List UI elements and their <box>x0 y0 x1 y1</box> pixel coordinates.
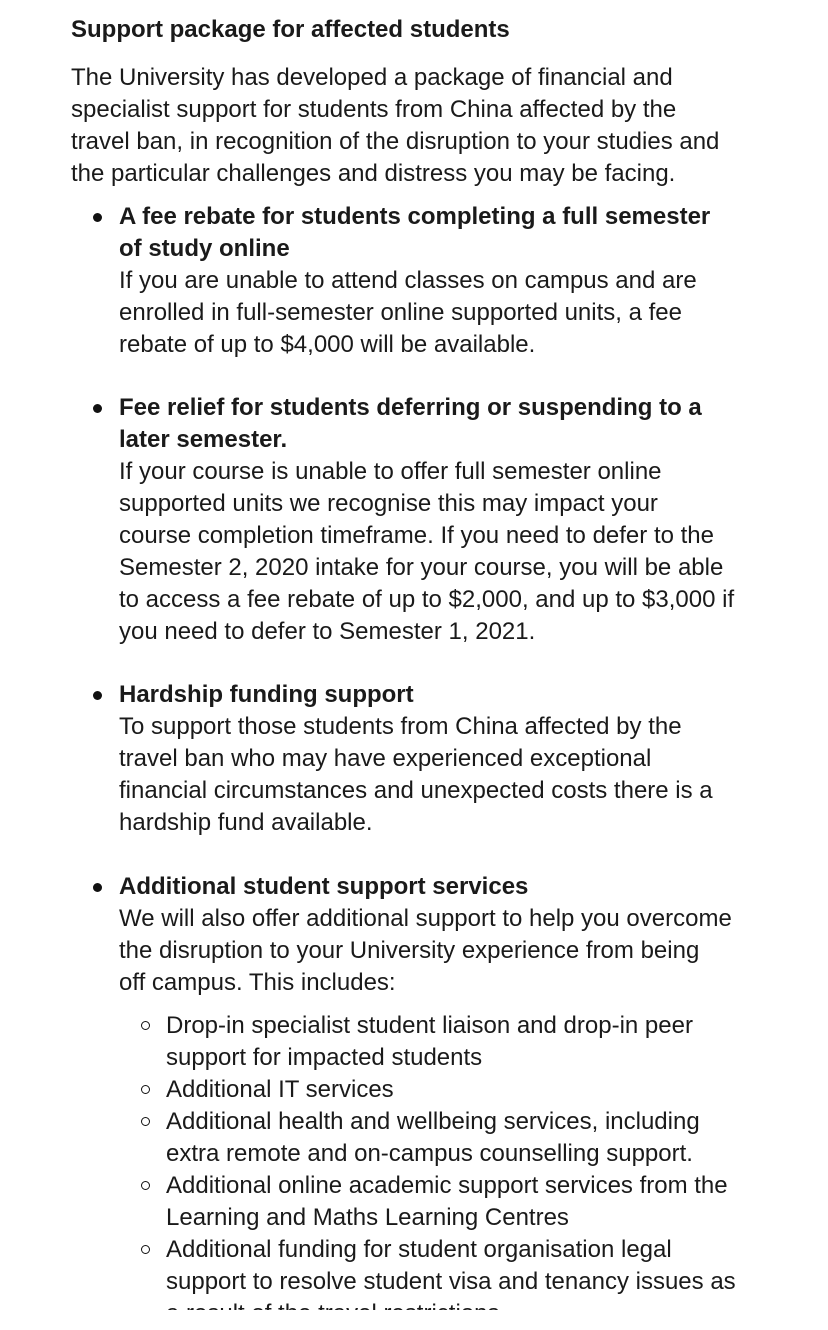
sub-item-line: Additional health and wellbeing services, including <box>166 1108 700 1135</box>
sub-item-line: Additional online academic support services from the <box>166 1172 728 1199</box>
list-item-support-services <box>119 871 809 999</box>
intro-line: travel ban, in recognition of the disruption to your studies and <box>71 128 720 155</box>
item-body-line: Semester 2, 2020 intake for your course, you will be able <box>119 554 724 581</box>
sub-item-line: Drop-in specialist student liaison and drop-in peer <box>166 1012 693 1039</box>
bullet-icon <box>93 404 102 413</box>
item-body-line: hardship fund available. <box>119 809 373 836</box>
item-body-line: If you are unable to attend classes on campus and are <box>119 267 697 294</box>
page-title: Support package for affected students <box>71 16 510 43</box>
circle-bullet-icon <box>141 1021 150 1030</box>
bullet-icon <box>93 691 102 700</box>
item-body-line: financial circumstances and unexpected costs there is a <box>119 777 713 804</box>
item-title: Fee relief for students deferring or suspending to a <box>119 394 702 421</box>
item-body-line: enrolled in full-semester online supported units, a fee <box>119 299 682 326</box>
sub-item-line: support to resolve student visa and tenancy issues as <box>166 1268 736 1295</box>
item-body-line: travel ban who may have experienced exceptional <box>119 745 652 772</box>
list-item-fee-rebate <box>119 201 809 361</box>
item-title: later semester. <box>119 426 288 453</box>
item-body-line: supported units we recognise this may impact your <box>119 490 658 517</box>
item-body-line: off campus. This includes: <box>119 969 396 996</box>
sub-list-item-it <box>166 1074 806 1106</box>
sub-item-line: Additional IT services <box>166 1076 394 1103</box>
item-body-line: course completion timeframe. If you need to defer to the <box>119 522 714 549</box>
item-body-line: to access a fee rebate of up to $2,000, and up to $3,000 if <box>119 586 735 613</box>
item-body-line: To support those students from China affected by the <box>119 713 682 740</box>
sub-item-line: extra remote and on-campus counselling support. <box>166 1140 693 1167</box>
bullet-icon <box>93 213 102 222</box>
intro-line: specialist support for students from China affected by the <box>71 96 677 123</box>
list-item-hardship-funding <box>119 679 809 839</box>
list-item-fee-relief <box>119 392 809 648</box>
intro-line: The University has developed a package of financial and <box>71 64 673 91</box>
sub-list-item-health <box>166 1106 806 1170</box>
item-title: of study online <box>119 235 290 262</box>
item-body-line: the disruption to your University experience from being <box>119 937 700 964</box>
circle-bullet-icon <box>141 1117 150 1126</box>
circle-bullet-icon <box>141 1181 150 1190</box>
item-body-line: you need to defer to Semester 1, 2021. <box>119 618 536 645</box>
sub-list-item-academic <box>166 1170 806 1234</box>
item-title: Additional student support services <box>119 873 529 900</box>
bullet-icon <box>93 883 102 892</box>
item-title: Hardship funding support <box>119 681 414 708</box>
bottom-margin <box>0 1310 828 1323</box>
sub-item-line: support for impacted students <box>166 1044 483 1071</box>
sub-list-item-liaison <box>166 1010 806 1074</box>
sub-item-line: Learning and Maths Learning Centres <box>166 1204 569 1231</box>
item-body-line: If your course is unable to offer full semester online <box>119 458 662 485</box>
item-body-line: We will also offer additional support to help you overcome <box>119 905 732 932</box>
sub-item-line: Additional funding for student organisation legal <box>166 1236 672 1263</box>
item-title: A fee rebate for students completing a full semester <box>119 203 711 230</box>
circle-bullet-icon <box>141 1085 150 1094</box>
intro-line: the particular challenges and distress you may be facing. <box>71 160 676 187</box>
intro-paragraph <box>71 62 771 190</box>
item-body-line: rebate of up to $4,000 will be available. <box>119 331 536 358</box>
circle-bullet-icon <box>141 1245 150 1254</box>
